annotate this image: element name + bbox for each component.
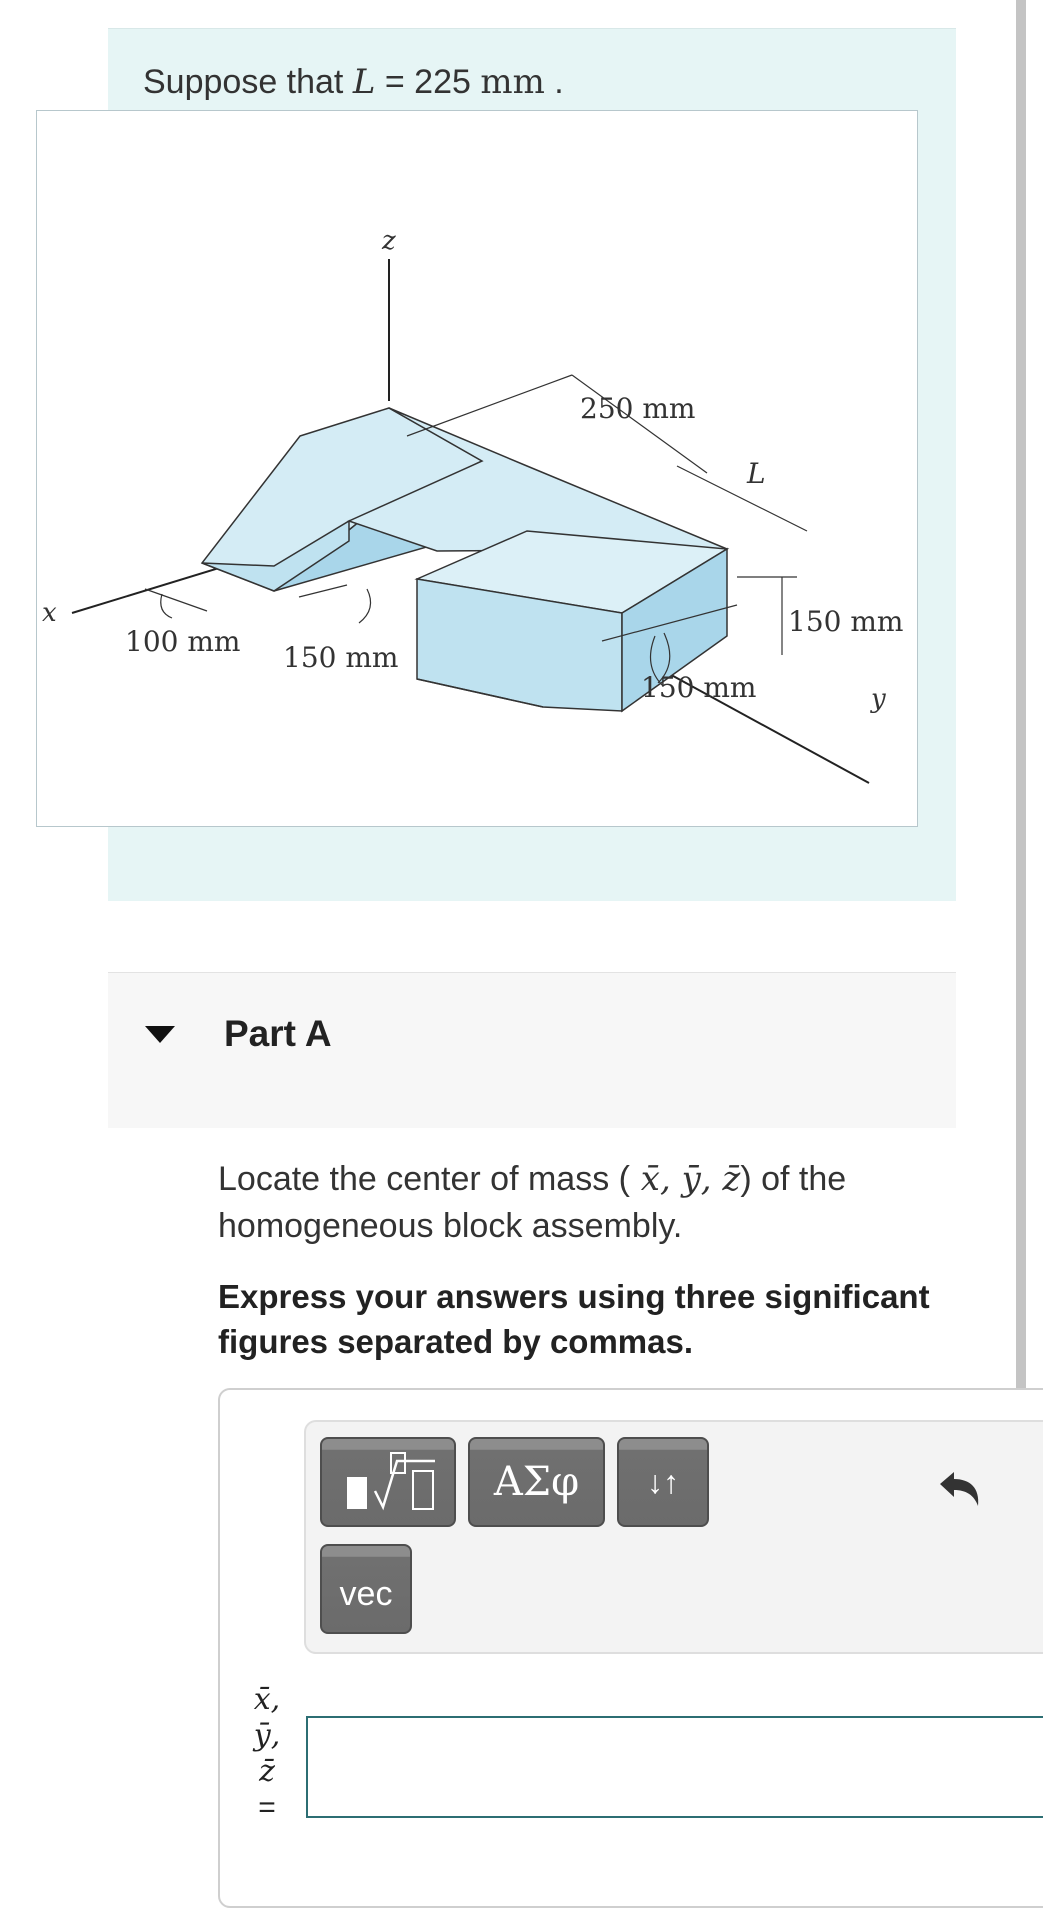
label-x: x [42, 598, 57, 628]
answer-label-x: x̄, [253, 1682, 281, 1717]
vector-button[interactable]: vec [320, 1544, 412, 1634]
label-z: z [382, 226, 396, 256]
intro-statement [143, 62, 564, 102]
templates-button[interactable] [320, 1437, 456, 1527]
question-symbols: x̄, ȳ, z̄ [629, 1159, 741, 1199]
block-assembly-figure [36, 110, 918, 827]
answer-instruction: Express your answers using three significant figures separated by commas. [218, 1278, 930, 1360]
dim-250-line [407, 375, 572, 436]
answer-label-y: ȳ, [253, 1718, 281, 1753]
block-assembly-diagram [37, 111, 919, 828]
answer-label-equals: = [258, 1791, 276, 1824]
answer-label [247, 1682, 287, 1826]
arrows-button[interactable]: ↓↑ [617, 1437, 709, 1527]
dim-150-left-line [299, 585, 347, 597]
label-dim-100: 100 mm [125, 625, 241, 658]
question-text [218, 1156, 958, 1250]
label-y: y [871, 684, 886, 714]
templates-icon [333, 1447, 443, 1517]
label-dim-L: L [747, 457, 766, 490]
label-dim-150-left: 150 mm [283, 641, 399, 674]
intro-prefix: Suppose that [143, 63, 353, 101]
label-dim-250: 250 mm [580, 392, 696, 425]
intro-suffix: . [544, 63, 564, 101]
greek-symbols-button[interactable]: ΑΣφ [468, 1437, 605, 1527]
dim-100-line [145, 589, 207, 611]
question-text-start: Locate the center of mass ( [218, 1160, 630, 1198]
part-title: Part A [224, 1013, 332, 1054]
collapse-caret-icon[interactable] [145, 1026, 175, 1043]
intro-value: = 225 [375, 63, 481, 101]
undo-icon[interactable] [936, 1468, 984, 1512]
answer-input[interactable] [306, 1716, 1043, 1818]
dim-L-line [677, 466, 807, 531]
label-dim-150-bottom: 150 mm [641, 671, 757, 704]
intro-unit: mm [480, 62, 545, 102]
intro-variable: L [352, 62, 376, 102]
question-text-end: ) of the homogeneous block assembly. [218, 1160, 847, 1245]
answer-label-z: z̄ [259, 1754, 275, 1789]
label-dim-150-height: 150 mm [788, 605, 904, 638]
